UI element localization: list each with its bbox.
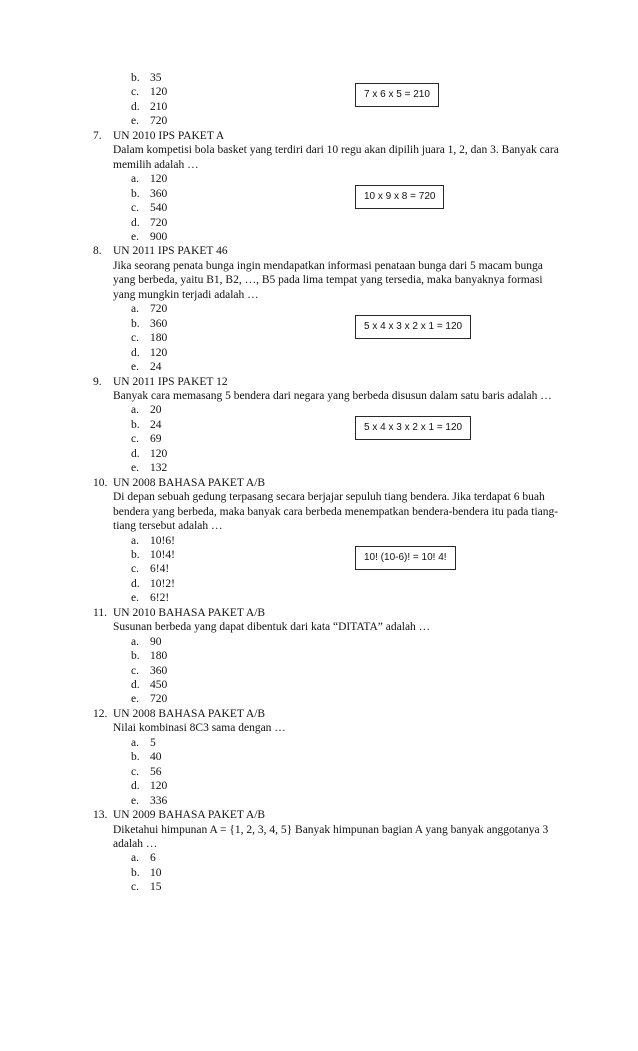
option-row: [131, 736, 565, 750]
option-text: 720: [150, 216, 168, 229]
question-content: [113, 808, 565, 895]
question-number: 13.: [93, 809, 108, 822]
question-body: Diketahui himpunan A = {1, 2, 3, 4, 5} Banyak himpunan bagian A yang banyak anggotanya 3 adalah …: [113, 823, 549, 851]
option-letter: d.: [131, 447, 140, 460]
option-text: 120: [150, 447, 168, 460]
option-text: 360: [150, 664, 168, 677]
option-text: 10!2!: [150, 577, 175, 590]
question-content: [113, 476, 565, 606]
option-row: [131, 562, 565, 576]
option-row: [131, 360, 565, 374]
option-letter: c.: [131, 433, 139, 446]
option-letter: e.: [131, 592, 139, 605]
option-letter: a.: [131, 303, 139, 316]
question-content: [113, 707, 565, 808]
option-text: 210: [150, 100, 168, 113]
question-number: 12.: [93, 707, 108, 720]
option-text: 900: [150, 230, 168, 243]
option-text: 10!6!: [150, 534, 175, 547]
option-row: [131, 765, 565, 779]
option-text: 20: [150, 404, 162, 417]
question-number: 10.: [93, 476, 108, 489]
question: [93, 707, 593, 808]
option-row: [131, 591, 565, 605]
question-body: Banyak cara memasang 5 bendera dari negara yang berbeda disusun dalam satu baris adalah …: [113, 389, 552, 402]
option-text: 40: [150, 751, 162, 764]
question-title: UN 2009 BAHASA PAKET A/B: [113, 809, 266, 822]
option-letter: a.: [131, 404, 139, 417]
option-letter: d.: [131, 346, 140, 359]
option-letter: e.: [131, 693, 139, 706]
question-title: UN 2008 BAHASA PAKET A/B: [113, 476, 266, 489]
question-title: UN 2011 IPS PAKET 12: [113, 375, 228, 388]
leading-options-content: [113, 71, 565, 129]
option-text: 6!2!: [150, 592, 170, 605]
option-row: [131, 317, 565, 331]
option-row: [131, 201, 565, 215]
leading-options-block: [93, 71, 593, 129]
option-letter: e.: [131, 115, 139, 128]
question-content: [113, 129, 565, 245]
question-body: Jika seorang penata bunga ingin mendapatkan informasi penataan bunga dari 5 macam bunga yang berbeda, yaitu B1, B2, …, B5 pada lima tempat yang tersedia, maka banyaknya formasi yang mungkin terjadi adalah …: [113, 259, 543, 301]
question-body: Susunan berbeda yang dapat dibentuk dari kata “DITATA” adalah …: [113, 621, 431, 634]
option-letter: c.: [131, 86, 139, 99]
option-text: 360: [150, 187, 168, 200]
option-text: 6: [150, 852, 156, 865]
option-row: [131, 172, 565, 186]
option-letter: b.: [131, 418, 140, 431]
question-number: 11.: [93, 606, 107, 619]
option-row: [131, 85, 565, 99]
option-letter: c.: [131, 563, 139, 576]
options-list: [131, 403, 565, 475]
question: [93, 244, 593, 374]
option-text: 120: [150, 173, 168, 186]
option-row: [131, 866, 565, 880]
option-row: [131, 114, 565, 128]
option-letter: b.: [131, 187, 140, 200]
option-row: [131, 664, 565, 678]
option-text: 120: [150, 780, 168, 793]
leading-options-list: [131, 71, 565, 129]
option-row: [131, 794, 565, 808]
option-row: [131, 649, 565, 663]
option-text: 69: [150, 433, 162, 446]
options-list: [131, 534, 565, 606]
option-letter: c.: [131, 881, 139, 894]
question-title: UN 2011 IPS PAKET 46: [113, 245, 228, 258]
option-text: 10: [150, 866, 162, 879]
question-body: Dalam kompetisi bola basket yang terdiri dari 10 regu akan dipilih juara 1, 2, dan 3. Banyak cara memilih adalah …: [113, 144, 559, 171]
option-text: 180: [150, 332, 168, 345]
question-title: UN 2010 BAHASA PAKET A/B: [113, 606, 266, 619]
option-letter: d.: [131, 780, 140, 793]
option-text: 90: [150, 635, 162, 648]
option-letter: d.: [131, 577, 140, 590]
question: [93, 606, 593, 707]
question-content: [113, 606, 565, 707]
option-text: 720: [150, 115, 168, 128]
option-row: [131, 331, 565, 345]
option-text: 56: [150, 765, 162, 778]
option-text: 6!4!: [150, 563, 170, 576]
option-text: 10!4!: [150, 548, 175, 561]
option-letter: e.: [131, 794, 139, 807]
option-row: [131, 100, 565, 114]
option-text: 336: [150, 794, 168, 807]
option-row: [131, 302, 565, 316]
option-letter: b.: [131, 866, 140, 879]
question-number-spacer: [93, 71, 113, 129]
option-text: 120: [150, 346, 168, 359]
option-text: 450: [150, 679, 168, 692]
option-text: 35: [150, 72, 162, 84]
question-body: Di depan sebuah gedung terpasang secara berjajar sepuluh tiang bendera. Jika terdapat 6 buah bendera yang berbeda, maka banyak cara berbeda menempatkan bendera-bendera itu pada tiang-tiang tersebut adalah …: [113, 491, 559, 533]
question-content: [113, 375, 565, 476]
option-row: [131, 880, 565, 894]
option-letter: e.: [131, 230, 139, 243]
option-row: [131, 750, 565, 764]
answer-note-box: 10! (10-6)! = 10! 4!: [355, 546, 456, 570]
answer-note-box: 5 x 4 x 3 x 2 x 1 = 120: [355, 315, 471, 339]
question-content: [113, 244, 565, 374]
option-letter: c.: [131, 332, 139, 345]
option-text: 360: [150, 317, 168, 330]
option-row: [131, 635, 565, 649]
option-letter: a.: [131, 852, 139, 865]
option-text: 180: [150, 650, 168, 663]
option-row: [131, 692, 565, 706]
option-row: [131, 851, 565, 865]
options-list: [131, 302, 565, 374]
option-row: [131, 779, 565, 793]
option-row: [131, 418, 565, 432]
option-row: [131, 447, 565, 461]
option-letter: a.: [131, 635, 139, 648]
option-row: [131, 461, 565, 475]
option-letter: d.: [131, 100, 140, 113]
option-row: [131, 187, 565, 201]
options-list: [131, 172, 565, 244]
option-row: [131, 432, 565, 446]
option-row: [131, 230, 565, 244]
option-row: [131, 678, 565, 692]
question: [93, 476, 593, 606]
question-number: 8.: [93, 245, 102, 258]
option-row: [131, 577, 565, 591]
option-text: 720: [150, 693, 168, 706]
option-text: 24: [150, 418, 162, 431]
option-letter: b.: [131, 317, 140, 330]
option-letter: b.: [131, 751, 140, 764]
option-row: [131, 216, 565, 230]
option-letter: a.: [131, 736, 139, 749]
question-title: UN 2010 IPS PAKET A: [113, 129, 225, 142]
answer-note-box: 7 x 6 x 5 = 210: [355, 83, 439, 107]
option-text: 132: [150, 462, 168, 475]
option-letter: a.: [131, 534, 139, 547]
option-text: 120: [150, 86, 168, 99]
question-number: 7.: [93, 129, 102, 142]
question-number: 9.: [93, 375, 102, 388]
option-letter: b.: [131, 650, 140, 663]
question-body: Nilai kombinasi 8C3 sama dengan …: [113, 722, 286, 735]
options-list: [131, 851, 565, 894]
option-text: 720: [150, 303, 168, 316]
option-letter: a.: [131, 173, 139, 186]
option-letter: d.: [131, 679, 140, 692]
option-letter: c.: [131, 664, 139, 677]
option-letter: d.: [131, 216, 140, 229]
questions-list: [93, 129, 593, 895]
option-letter: b.: [131, 72, 140, 84]
options-list: [131, 635, 565, 707]
question: [93, 808, 593, 895]
option-text: 5: [150, 736, 156, 749]
option-row: [131, 71, 565, 85]
option-text: 540: [150, 202, 168, 215]
answer-note-box: 10 x 9 x 8 = 720: [355, 185, 444, 209]
option-letter: e.: [131, 361, 139, 374]
question-title: UN 2008 BAHASA PAKET A/B: [113, 707, 266, 720]
option-letter: e.: [131, 462, 139, 475]
option-row: [131, 548, 565, 562]
option-letter: c.: [131, 765, 139, 778]
option-row: [131, 403, 565, 417]
option-text: 15: [150, 881, 162, 894]
question: [93, 375, 593, 476]
option-row: [131, 346, 565, 360]
option-letter: b.: [131, 548, 140, 561]
question: [93, 129, 593, 245]
option-row: [131, 534, 565, 548]
answer-note-box: 5 x 4 x 3 x 2 x 1 = 120: [355, 416, 471, 440]
option-text: 24: [150, 361, 162, 374]
option-letter: c.: [131, 202, 139, 215]
options-list: [131, 736, 565, 808]
